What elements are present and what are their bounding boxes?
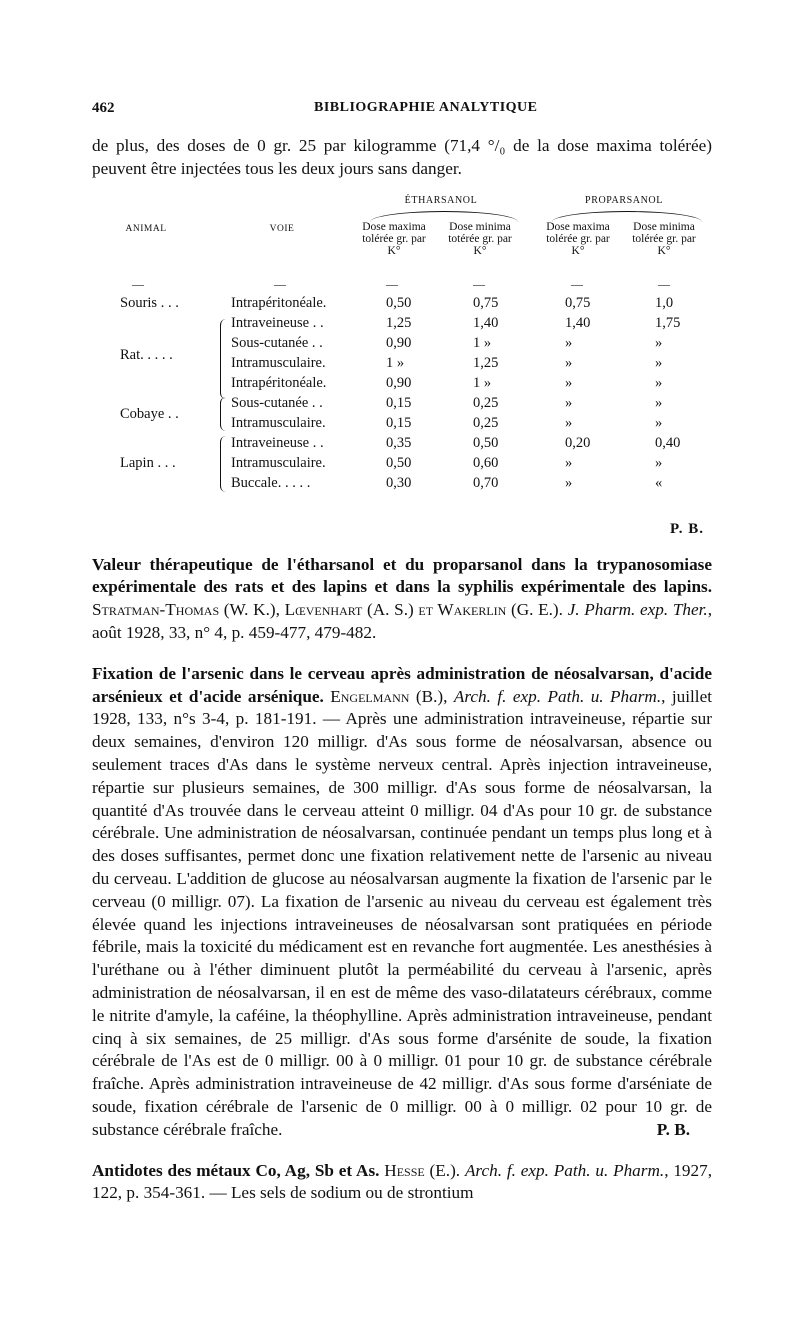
cell-proparsanol-max: » bbox=[565, 475, 573, 492]
cell-etharsanol-min: 0,70 bbox=[473, 475, 499, 492]
cell-voie: Intramusculaire. bbox=[231, 415, 326, 432]
animal-lapin: Lapin . . . bbox=[120, 454, 176, 471]
article-3-author: Hesse (E.). bbox=[384, 1160, 461, 1180]
dash-animal: — bbox=[132, 276, 144, 291]
cell-etharsanol-min: 0,75 bbox=[473, 294, 499, 311]
page-number: 462 bbox=[92, 100, 115, 116]
column-header-dose-min-etharsanol: Dose minima totérée gr. par K° bbox=[448, 220, 512, 257]
dash-voie: — bbox=[274, 276, 286, 291]
dash-p-max: — bbox=[571, 276, 583, 291]
cell-proparsanol-max: » bbox=[565, 415, 573, 432]
cell-proparsanol-min: » bbox=[655, 395, 663, 412]
animal-souris: Souris . . . bbox=[120, 294, 179, 311]
intro-paragraph: de plus, des doses de 0 gr. 25 par kilogramme (71,4 °/₀ de la dose maxima tolérée) peuvent être injectées tous les deux jours sans danger. bbox=[92, 136, 712, 178]
column-header-dose-max-etharsanol: Dose maxima tolérée gr. par K° bbox=[362, 220, 426, 257]
cell-proparsanol-min: 0,40 bbox=[655, 435, 681, 452]
article-2-author: Engelmann (B.), bbox=[330, 686, 448, 706]
cell-voie: Sous-cutanée . . bbox=[231, 334, 323, 351]
cell-proparsanol-max: » bbox=[565, 354, 573, 371]
cell-proparsanol-max: » bbox=[565, 374, 573, 391]
table-row bbox=[92, 295, 712, 316]
animal-cobaye: Cobaye . . bbox=[120, 405, 179, 422]
cell-proparsanol-max: » bbox=[565, 395, 573, 412]
cell-voie: Intrapéritonéale. bbox=[231, 374, 327, 391]
cell-etharsanol-max: 0,30 bbox=[386, 475, 412, 492]
signature-2: P. B. bbox=[656, 1119, 690, 1139]
signature-1: P. B. bbox=[669, 520, 704, 537]
cell-etharsanol-min: 1 » bbox=[473, 334, 492, 351]
cell-voie: Intrapéritonéale. bbox=[231, 294, 327, 311]
group-header-etharsanol: ÉTHARSANOL bbox=[404, 194, 478, 206]
cell-etharsanol-min: 0,60 bbox=[473, 455, 499, 472]
cell-etharsanol-min: 1 » bbox=[473, 374, 492, 391]
cell-proparsanol-max: 0,75 bbox=[565, 294, 591, 311]
cell-etharsanol-max: 0,15 bbox=[386, 395, 412, 412]
group-header-proparsanol: PROPARSANOL bbox=[585, 194, 663, 206]
article-3-journal: Arch. f. exp. Path. u. Pharm. bbox=[464, 1160, 665, 1180]
cell-etharsanol-min: 0,25 bbox=[473, 415, 499, 432]
page-header bbox=[92, 100, 712, 117]
table-row bbox=[92, 435, 712, 456]
dash-p-min: — bbox=[658, 276, 670, 291]
cell-voie: Intraveineuse . . bbox=[231, 435, 324, 452]
page bbox=[92, 100, 712, 1223]
cell-etharsanol-max: 0,90 bbox=[386, 334, 412, 351]
cell-proparsanol-min: » bbox=[655, 334, 663, 351]
table-row bbox=[92, 375, 712, 396]
cell-proparsanol-min: 1,75 bbox=[655, 314, 681, 331]
article-1-authors: Stratman-Thomas (W. K.), Lœvenhart (A. S.) et Wakerlin (G. E.). bbox=[92, 600, 563, 620]
article-2-body: Après une administration intraveineuse, répartie sur deux semaines, d'environ 120 milligr. d'As sous forme de néosalvarsan, absence ou seulement traces d'As dans le système nerveux central. Après injection intraveineuse, répartie sur plusieurs semaines, de 300 milligr. d'As sous forme de néosalvarsan, la quantité d'As trouvée dans le cerveau atteint 0 milligr. 04 d'As pour 10 gr. de substance cérébrale. Une administration de néosalvarsan, continuée pendant un temps plus long et à des doses suffisantes, permet donc une fixation relativement nette de l'arsenic au niveau du cerveau. L'addition de glucose au néosalvarsan augmente la fixation de l'arsenic par le cerveau (0 milligr. 07). La fixation de l'arsenic au niveau du cerveau est également très élevée quand les injections intraveineuses de néosalvarsan sont pratiquées en période fébrile, mais la toxicité du médicament est en revanche fort augmentée. Les anesthésies à l'uréthane ou à l'éther diminuent plutôt la perméabilité du cerveau à l'arsenic, après administration de néosalvarsan, il en est de même des vaso-dilatateurs cérébraux, comme le nitrite d'amyle, la caféine, la théophylline. Après administration intraveineuse, pendant cinq à six semaines, de 25 milligr. d'As sous forme d'arsénite de soude, la fixation cérébrale de l'As est de 0 milligr. 00 à 0 milligr. 01 pour 10 gr. de substance cérébrale fraîche. Après administration intraveineuse de 42 milligr. d'As sous forme d'arséniate de soude, fixation cérébrale de l'arsenic de 0 milligr. 00 à 0 milligr. 02 pour 10 gr. de substance cérébrale fraîche. bbox=[92, 709, 712, 1139]
column-header-dose-min-proparsanol: Dose minima tolérée gr. par K° bbox=[632, 220, 696, 257]
article-3-title: Antidotes des métaux Co, Ag, Sb et As. bbox=[92, 1160, 380, 1180]
article-1-title: Valeur thérapeutique de l'étharsanol et du proparsanol dans la trypanosomiase expérimentale des rats et des lapins et dans la syphilis expérimentale des lapins. bbox=[92, 554, 712, 597]
running-title: BIBLIOGRAPHIE ANALYTIQUE bbox=[314, 100, 538, 115]
column-header-voie: VOIE bbox=[269, 223, 295, 234]
cell-proparsanol-min: 1,0 bbox=[655, 294, 674, 311]
cell-etharsanol-max: 0,90 bbox=[386, 374, 412, 391]
table-row bbox=[92, 315, 712, 336]
cell-proparsanol-max: 0,20 bbox=[565, 435, 591, 452]
article-3-body: Les sels de sodium ou de strontium bbox=[230, 1183, 474, 1203]
animal-rat: Rat. . . . . bbox=[120, 346, 173, 363]
dash-e-max: — bbox=[386, 276, 398, 291]
article-2-title: Fixation de l'arsenic dans le cerveau après administration de néosalvarsan, d'acide arsénieux et d'acide arsénique. bbox=[92, 663, 712, 706]
cell-voie: Intraveineuse . . bbox=[231, 314, 324, 331]
cell-voie: Intramusculaire. bbox=[231, 455, 326, 472]
cell-proparsanol-max: » bbox=[565, 455, 573, 472]
cell-voie: Intramusculaire. bbox=[231, 354, 326, 371]
article-2-journal: Arch. f. exp. Path. u. Pharm. bbox=[453, 686, 662, 706]
cell-etharsanol-min: 0,50 bbox=[473, 435, 499, 452]
article-1-ref: , août 1928, 33, n° 4, p. 459-477, 479-482. bbox=[92, 600, 712, 642]
table-row bbox=[92, 335, 712, 356]
article-3 bbox=[92, 1160, 712, 1206]
table-row bbox=[92, 475, 712, 496]
cell-etharsanol-min: 1,25 bbox=[473, 354, 499, 371]
article-3-ref: , 1927, 122, p. 354-361. — bbox=[92, 1160, 712, 1203]
cell-voie: Sous-cutanée . . bbox=[231, 395, 323, 412]
cell-proparsanol-min: » bbox=[655, 354, 663, 371]
dose-table bbox=[92, 189, 712, 511]
article-1 bbox=[92, 554, 712, 645]
cell-proparsanol-max: » bbox=[565, 334, 573, 351]
cell-proparsanol-max: 1,40 bbox=[565, 314, 591, 331]
cell-etharsanol-max: 1 » bbox=[386, 354, 405, 371]
article-2 bbox=[92, 663, 712, 1142]
column-header-dose-max-proparsanol: Dose maxima tolérée gr. par K° bbox=[546, 220, 610, 257]
table-row bbox=[92, 355, 712, 376]
cell-etharsanol-max: 0,15 bbox=[386, 415, 412, 432]
cell-voie: Buccale. . . . . bbox=[231, 475, 311, 492]
cell-etharsanol-min: 0,25 bbox=[473, 395, 499, 412]
cell-etharsanol-max: 0,50 bbox=[386, 294, 412, 311]
article-2-ref: , juillet 1928, 133, n°s 3-4, p. 181-191. — bbox=[92, 686, 712, 729]
cell-proparsanol-min: » bbox=[655, 415, 663, 432]
table-row bbox=[92, 415, 712, 436]
column-header-animal: ANIMAL bbox=[125, 223, 167, 234]
cell-etharsanol-max: 0,50 bbox=[386, 455, 412, 472]
cell-etharsanol-max: 1,25 bbox=[386, 314, 412, 331]
cell-etharsanol-max: 0,35 bbox=[386, 435, 412, 452]
table-row bbox=[92, 455, 712, 476]
dash-e-min: — bbox=[473, 276, 485, 291]
article-1-journal: J. Pharm. exp. Ther. bbox=[567, 600, 708, 620]
table-row bbox=[92, 395, 712, 416]
cell-proparsanol-min: » bbox=[655, 455, 663, 472]
cell-etharsanol-min: 1,40 bbox=[473, 314, 499, 331]
cell-proparsanol-min: « bbox=[655, 475, 663, 492]
cell-proparsanol-min: » bbox=[655, 374, 663, 391]
